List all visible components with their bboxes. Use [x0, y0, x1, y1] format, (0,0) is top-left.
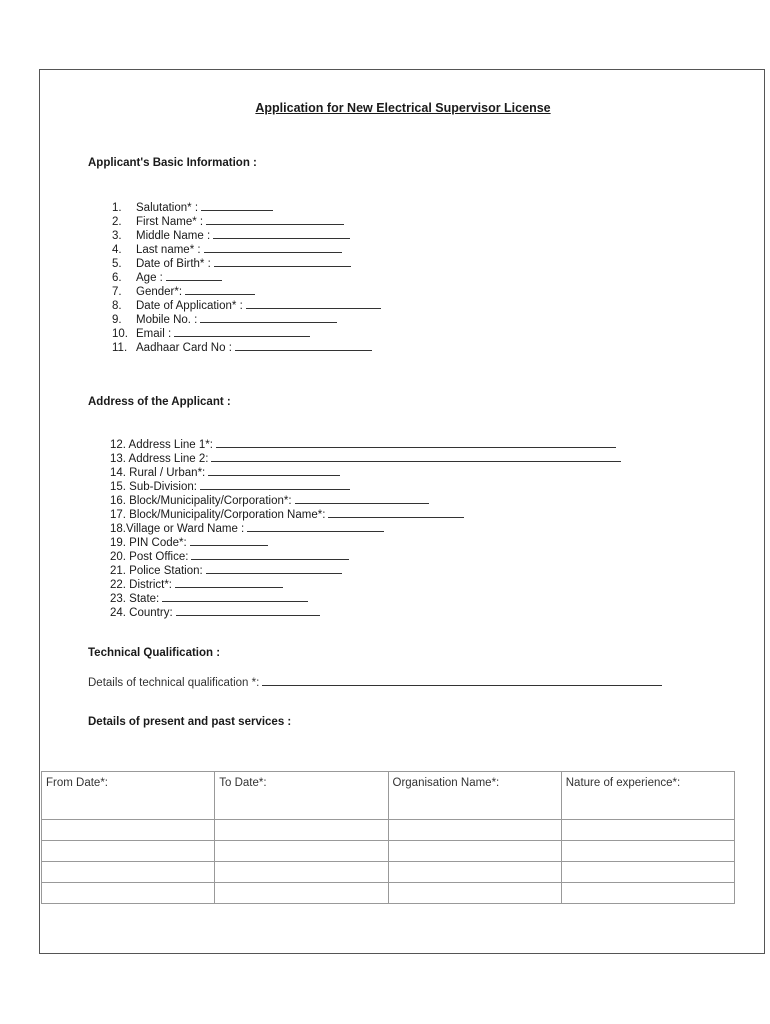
blank-line[interactable]	[213, 228, 350, 239]
table-cell[interactable]	[388, 883, 561, 904]
header-nature-of-experience: Nature of experience*:	[561, 772, 734, 820]
field-country[interactable]: 24. Country:	[110, 605, 621, 619]
blank-line[interactable]	[295, 493, 429, 504]
field-aadhaar-card-no[interactable]: 11. Aadhaar Card No :	[112, 340, 381, 354]
field-police-station[interactable]: 21. Police Station:	[110, 563, 621, 577]
table-row	[42, 841, 735, 862]
blank-line[interactable]	[185, 284, 255, 295]
basic-info-list	[112, 200, 381, 354]
table-cell[interactable]	[215, 862, 388, 883]
blank-line[interactable]	[208, 465, 340, 476]
field-village-ward-name[interactable]: 18.Village or Ward Name :	[110, 521, 621, 535]
header-to-date: To Date*:	[215, 772, 388, 820]
blank-line[interactable]	[235, 340, 372, 351]
table-cell[interactable]	[42, 820, 215, 841]
field-date-of-application[interactable]: 8. Date of Application* :	[112, 298, 381, 312]
blank-line[interactable]	[328, 507, 464, 518]
field-pin-code[interactable]: 19. PIN Code*:	[110, 535, 621, 549]
field-block-municipality-corporation[interactable]: 16. Block/Municipality/Corporation*:	[110, 493, 621, 507]
header-from-date: From Date*:	[42, 772, 215, 820]
table-cell[interactable]	[42, 883, 215, 904]
blank-line[interactable]	[174, 326, 310, 337]
section-heading-address: Address of the Applicant :	[88, 396, 231, 408]
blank-line[interactable]	[206, 214, 344, 225]
field-district[interactable]: 22. District*:	[110, 577, 621, 591]
field-address-line-2[interactable]: 13. Address Line 2:	[110, 451, 621, 465]
field-middle-name[interactable]: 3. Middle Name :	[112, 228, 381, 242]
blank-line[interactable]	[262, 675, 662, 686]
services-table	[41, 771, 735, 904]
address-list	[110, 437, 621, 619]
table-cell[interactable]	[215, 820, 388, 841]
blank-line[interactable]	[216, 437, 616, 448]
field-date-of-birth[interactable]: 5. Date of Birth* :	[112, 256, 381, 270]
field-mobile-no[interactable]: 9. Mobile No. :	[112, 312, 381, 326]
table-cell[interactable]	[215, 883, 388, 904]
blank-line[interactable]	[211, 451, 621, 462]
section-heading-services: Details of present and past services :	[88, 716, 292, 728]
section-heading-technical: Technical Qualification :	[88, 647, 221, 659]
table-cell[interactable]	[388, 841, 561, 862]
field-first-name[interactable]: 2. First Name* :	[112, 214, 381, 228]
blank-line[interactable]	[190, 535, 268, 546]
field-gender[interactable]: 7. Gender*:	[112, 284, 381, 298]
field-sub-division[interactable]: 15. Sub-Division:	[110, 479, 621, 493]
field-technical-qualification[interactable]: Details of technical qualification *:	[88, 675, 662, 689]
section-heading-basic: Applicant's Basic Information :	[88, 157, 257, 169]
blank-line[interactable]	[176, 605, 320, 616]
table-row	[42, 862, 735, 883]
field-age[interactable]: 6. Age :	[112, 270, 381, 284]
table-row	[42, 883, 735, 904]
table-cell[interactable]	[215, 841, 388, 862]
table-cell[interactable]	[388, 820, 561, 841]
blank-line[interactable]	[214, 256, 351, 267]
field-last-name[interactable]: 4. Last name* :	[112, 242, 381, 256]
table-cell[interactable]	[561, 841, 734, 862]
blank-line[interactable]	[191, 549, 349, 560]
blank-line[interactable]	[200, 479, 350, 490]
field-state[interactable]: 23. State:	[110, 591, 621, 605]
blank-line[interactable]	[206, 563, 342, 574]
table-cell[interactable]	[42, 841, 215, 862]
table-cell[interactable]	[561, 883, 734, 904]
blank-line[interactable]	[200, 312, 337, 323]
blank-line[interactable]	[166, 270, 222, 281]
blank-line[interactable]	[201, 200, 273, 211]
form-title: Application for New Electrical Supervisor License	[255, 101, 551, 115]
table-cell[interactable]	[388, 862, 561, 883]
blank-line[interactable]	[162, 591, 308, 602]
field-email[interactable]: 10. Email :	[112, 326, 381, 340]
blank-line[interactable]	[246, 298, 381, 309]
blank-line[interactable]	[204, 242, 342, 253]
blank-line[interactable]	[247, 521, 384, 532]
application-form	[39, 69, 765, 954]
blank-line[interactable]	[175, 577, 283, 588]
field-post-office[interactable]: 20. Post Office:	[110, 549, 621, 563]
field-rural-urban[interactable]: 14. Rural / Urban*:	[110, 465, 621, 479]
header-organisation-name: Organisation Name*:	[388, 772, 561, 820]
field-salutation[interactable]: 1. Salutation* :	[112, 200, 381, 214]
table-cell[interactable]	[561, 820, 734, 841]
table-row	[42, 820, 735, 841]
table-cell[interactable]	[42, 862, 215, 883]
field-block-municipality-corporation-name[interactable]: 17. Block/Municipality/Corporation Name*:	[110, 507, 621, 521]
field-address-line-1[interactable]: 12. Address Line 1*:	[110, 437, 621, 451]
table-header-row	[42, 772, 735, 820]
table-cell[interactable]	[561, 862, 734, 883]
